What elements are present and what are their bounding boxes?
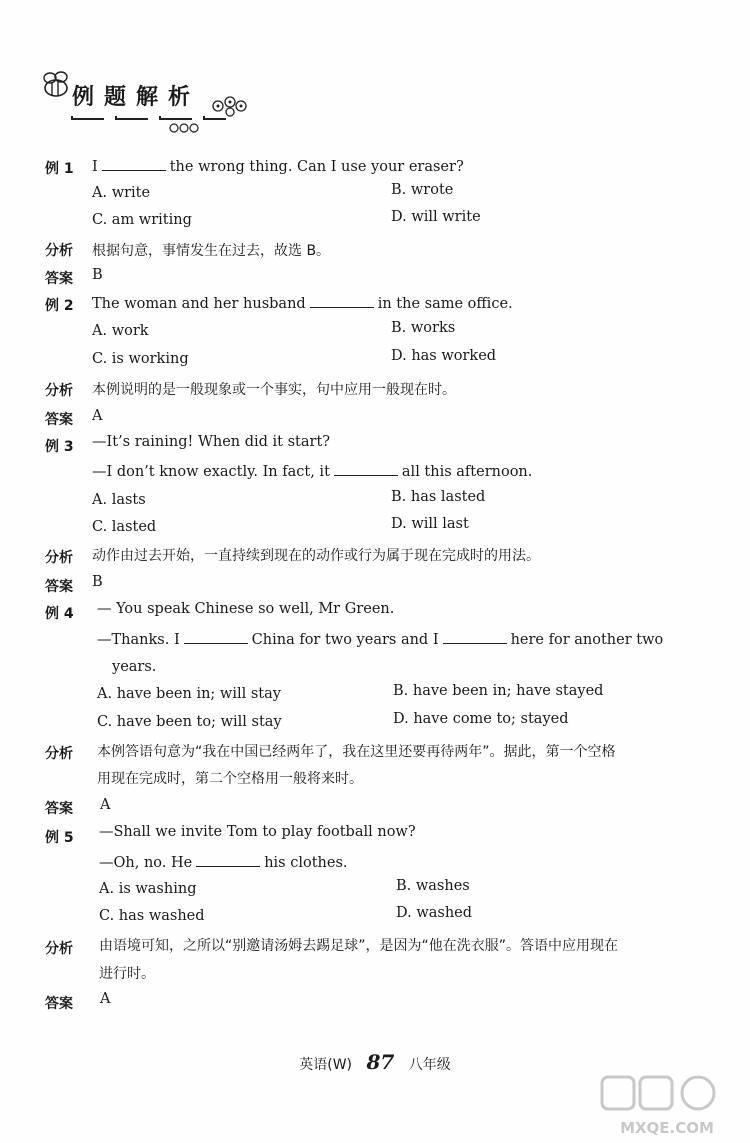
option-d: D. have come to; stayed [393, 711, 569, 727]
answer-label: 答案 [45, 996, 73, 1012]
option-c: C. am writing [92, 212, 192, 228]
analysis-text: 本例答语句意为“我在中国已经两年了，我在这里还要再待两年”。据此，第一个空格 [97, 744, 616, 760]
analysis-label: 分析 [45, 550, 73, 566]
option-b: B. wrote [391, 182, 454, 198]
analysis-label: 分析 [45, 243, 73, 259]
option-c: C. have been to; will stay [97, 714, 282, 730]
question-line: —Oh, no. He his clothes. [99, 852, 348, 871]
answer-value: A [100, 991, 111, 1007]
answer-blank [196, 852, 260, 867]
analysis-label: 分析 [45, 941, 73, 957]
answer-blank [334, 461, 398, 476]
footer-grade: 八年级 [408, 1057, 451, 1073]
answer-blank [184, 629, 248, 644]
analysis-text: 本例说明的是一般现象或一个事实，句中应用一般现在时。 [92, 382, 456, 398]
analysis-text: 根据句意，事情发生在过去，故选 B。 [92, 243, 331, 259]
option-b: B. washes [396, 878, 470, 894]
option-a: A. is washing [99, 881, 197, 897]
answer-blank [310, 293, 374, 308]
answer-value: B [92, 267, 103, 283]
answer-value: B [92, 574, 103, 590]
example-label: 例 5 [45, 830, 74, 846]
question-line: — You speak Chinese so well, Mr Green. [97, 601, 395, 617]
analysis-label: 分析 [45, 383, 73, 399]
option-a: A. write [92, 185, 151, 201]
analysis-text: 用现在完成时，第二个空格用一般将来时。 [97, 771, 363, 787]
answer-label: 答案 [45, 271, 73, 287]
question-line: The woman and her husband in the same office. [92, 293, 513, 312]
option-d: D. will write [391, 209, 481, 225]
option-c: C. has washed [99, 908, 205, 924]
section-header [38, 68, 258, 138]
answer-value: A [92, 408, 103, 424]
section-title: 例题解析 [72, 85, 201, 110]
option-a: A. have been in; will stay [97, 686, 281, 702]
option-d: D. washed [396, 905, 473, 921]
question-line: —It’s raining! When did it start? [92, 434, 331, 450]
analysis-text: 进行时。 [99, 966, 155, 982]
footer-subject: 英语(W) [299, 1057, 353, 1073]
example-label: 例 3 [45, 439, 74, 455]
option-b: B. have been in; have stayed [393, 683, 604, 699]
page-number: 87 [366, 1050, 395, 1074]
watermark-logo [592, 1071, 742, 1141]
watermark-text: MXQE.COM [620, 1119, 714, 1137]
option-b: B. works [391, 320, 456, 336]
small-flowers-icon [168, 120, 208, 138]
option-d: D. has worked [391, 348, 497, 364]
example-label: 例 1 [45, 161, 74, 177]
option-a: A. lasts [92, 492, 146, 508]
analysis-text: 动作由过去开始，一直持续到现在的动作或行为属于现在完成时的用法。 [92, 548, 540, 564]
question-line: —Shall we invite Tom to play football now? [99, 824, 416, 840]
answer-blank [443, 629, 507, 644]
answer-blank [102, 156, 166, 171]
option-c: C. is working [92, 351, 189, 367]
analysis-label: 分析 [45, 746, 73, 762]
analysis-text: 由语境可知，之所以“别邀请汤姆去踢足球”，是因为“他在洗衣服”。答语中应用现在 [99, 938, 619, 954]
question-line: I the wrong thing. Can I use your eraser? [92, 156, 464, 175]
question-line: years. [112, 659, 157, 675]
answer-label: 答案 [45, 801, 73, 817]
flower-icon [208, 94, 258, 122]
option-b: B. has lasted [391, 489, 486, 505]
option-c: C. lasted [92, 519, 157, 535]
example-label: 例 2 [45, 298, 74, 314]
option-d: D. will last [391, 516, 469, 532]
answer-label: 答案 [45, 412, 73, 428]
answer-value: A [100, 797, 111, 813]
question-line: —Thanks. I China for two years and I here for another two [97, 629, 663, 648]
example-label: 例 4 [45, 606, 74, 622]
option-a: A. work [92, 323, 149, 339]
answer-label: 答案 [45, 579, 73, 595]
question-line: —I don’t know exactly. In fact, it all this afternoon. [92, 461, 532, 480]
